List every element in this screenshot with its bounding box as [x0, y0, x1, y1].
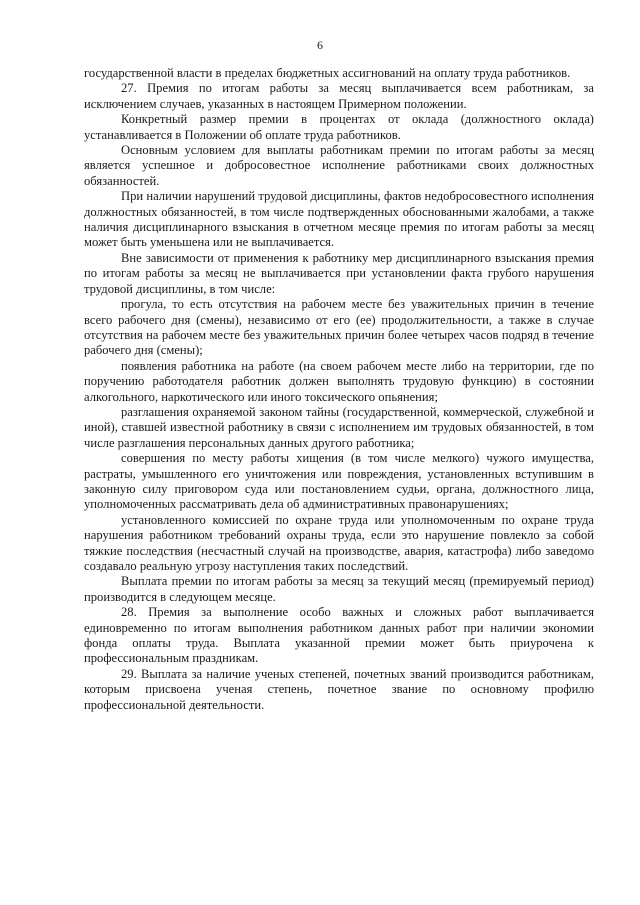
paragraph-29: 29. Выплата за наличие ученых степеней, почетных званий производится работникам, которым присвоена ученая степень, почетное звание по основному профилю профессиональной деятельности. [84, 666, 594, 712]
paragraph: Выплата премии по итогам работы за месяц за текущий месяц (премируемый период) производится в следующем месяце. [84, 574, 594, 604]
list-item: появления работника на работе (на своем рабочем месте либо на территории, где по поручению работодателя работник должен выполнять трудовую функцию) в состоянии алкогольного, наркотического или иного токсического опьянения; [84, 358, 594, 404]
page-number: 6 [317, 38, 323, 52]
paragraph-28: 28. Премия за выполнение особо важных и сложных работ выплачивается единовременно по итогам выполнения работником данных работ при наличии экономии фонда оплаты труда. Выплата указанной премии может быть приурочена к профессиональным праздникам. [84, 605, 594, 666]
paragraph: Вне зависимости от применения к работнику мер дисциплинарного взыскания премия по итогам работы за месяц не выплачивается при установлении факта грубого нарушения трудовой дисциплины, в том числе: [84, 250, 594, 296]
list-item: установленного комиссией по охране труда или уполномоченным по охране труда нарушения работником требований охраны труда, если это нарушение повлекло за собой тяжкие последствия (несчастный случай на производстве, авария, катастрофа) либо заведомо создавало реальную угрозу наступления таких последствий. [84, 512, 594, 573]
paragraph: При наличии нарушений трудовой дисциплины, фактов недобросовестного исполнения должностных обязанностей, в том числе подтвержденных обоснованными жалобами, а также наличия дисциплинарного взыскания в отчетном месяце премия по итогам работы за месяц может быть уменьшена или не выплачивается. [84, 189, 594, 250]
list-item: прогула, то есть отсутствия на рабочем месте без уважительных причин в течение всего рабочего дня (смены), независимо от его (ее) продолжительности, а также в случае отсутствия на рабочем месте без уважительных причин более четырех часов подряд в течение рабочего дня (смены); [84, 297, 594, 358]
list-item: разглашения охраняемой законом тайны (государственной, коммерческой, служебной и иной), ставшей известной работнику в связи с исполнением им трудовых обязанностей, в том числе разглашения персональных данных другого работника; [84, 404, 594, 450]
paragraph: Конкретный размер премии в процентах от оклада (должностного оклада) устанавливается в Положении об оплате труда работников. [84, 112, 594, 142]
document-body [84, 66, 594, 713]
paragraph-continuation: государственной власти в пределах бюджетных ассигнований на оплату труда работников. [84, 66, 571, 80]
paragraph-27: 27. Премия по итогам работы за месяц выплачивается всем работникам, за исключением случаев, указанных в настоящем Примерном положении. [84, 81, 594, 111]
list-item: совершения по месту работы хищения (в том числе мелкого) чужого имущества, растраты, умышленного его уничтожения или повреждения, установленных вступившим в законную силу приговором суда или постановлением судьи, органа, должностного лица, уполномоченных рассматривать дела об административных правонарушениях; [84, 451, 594, 512]
paragraph: Основным условием для выплаты работникам премии по итогам работы за месяц является успешное и добросовестное исполнение работниками своих должностных обязанностей. [84, 143, 594, 188]
